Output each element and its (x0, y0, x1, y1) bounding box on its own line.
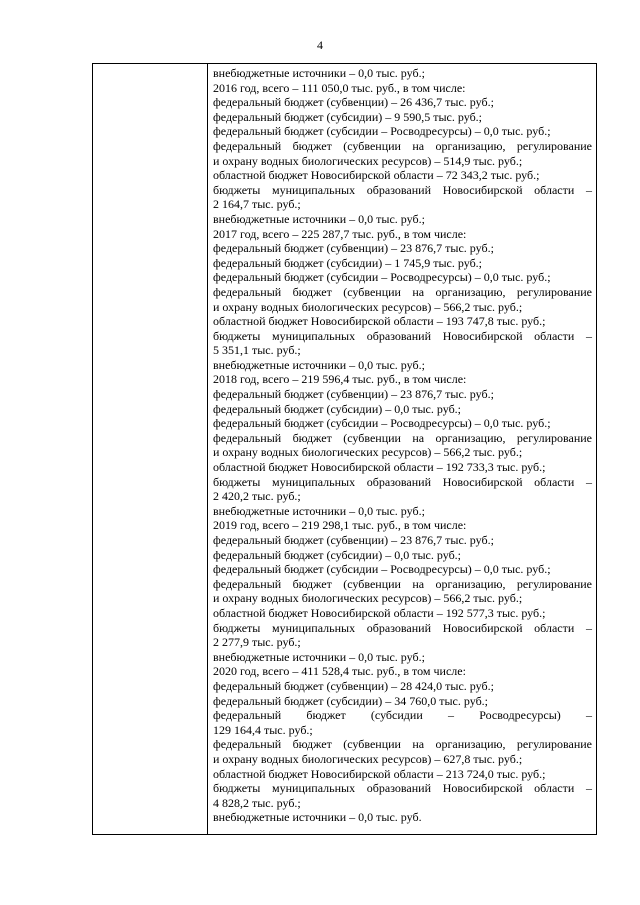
text-line: федеральный бюджет (субсидии – Росводресурсы) – 0,0 тыс. руб.; (213, 416, 551, 431)
text-line: федеральный бюджет (субвенции на организацию, регулирование (213, 737, 592, 752)
text-line: 2020 год, всего – 411 528,4 тыс. руб., в том числе: (213, 664, 466, 679)
text-line: федеральный бюджет (субсидии) – 0,0 тыс. руб.; (213, 401, 462, 416)
text-line: внебюджетные источники – 0,0 тыс. руб.; (213, 503, 425, 518)
page-number: 4 (317, 38, 323, 52)
text-line: и охрану водных биологических ресурсов) – 627,8 тыс. руб.; (213, 751, 523, 766)
text-line: федеральный бюджет (субсидии) – 9 590,5 тыс. руб.; (213, 109, 483, 124)
text-line: внебюджетные источники – 0,0 тыс. руб.; (213, 357, 425, 372)
text-line: 4 828,2 тыс. руб.; (213, 795, 301, 810)
text-line: внебюджетные источники – 0,0 тыс. руб. (213, 810, 422, 825)
text-line: 2016 год, всего – 111 050,0 тыс. руб., в том числе: (213, 80, 466, 95)
text-line: федеральный бюджет (субвенции) – 23 876,7 тыс. руб.; (213, 241, 494, 256)
text-line: внебюджетные источники – 0,0 тыс. руб.; (213, 66, 425, 80)
text-line: и охрану водных биологических ресурсов) – 514,9 тыс. руб.; (213, 153, 523, 168)
text-line: и охрану водных биологических ресурсов) – 566,2 тыс. руб.; (213, 591, 523, 606)
text-line: федеральный бюджет (субвенции) – 23 876,7 тыс. руб.; (213, 533, 494, 547)
text-line: федеральный бюджет (субсидии) – 1 745,9 тыс. руб.; (213, 255, 483, 270)
text-line: бюджеты муниципальных образований Новосибирской области – (213, 781, 592, 796)
text-line: и охрану водных биологических ресурсов) – 566,2 тыс. руб.; (213, 445, 523, 460)
table-content-cell (208, 64, 596, 825)
text-line: бюджеты муниципальных образований Новосибирской области – (213, 328, 592, 343)
text-line: областной бюджет Новосибирской области – 72 343,2 тыс. руб.; (213, 168, 540, 183)
text-line: федеральный бюджет (субвенции на организацию, регулирование (213, 430, 592, 445)
text-line: 2018 год, всего – 219 596,4 тыс. руб., в том числе: (213, 372, 467, 387)
text-line: областной бюджет Новосибирской области – 213 724,0 тыс. руб.; (213, 766, 546, 781)
text-line: внебюджетные источники – 0,0 тыс. руб.; (213, 211, 425, 226)
text-line: 5 351,1 тыс. руб.; (213, 343, 301, 358)
text-line: внебюджетные источники – 0,0 тыс. руб.; (213, 649, 425, 664)
text-line: федеральный бюджет (субсидии – Росводресурсы) – 0,0 тыс. руб.; (213, 562, 551, 577)
text-line: федеральный бюджет (субвенции на организацию, регулирование (213, 284, 592, 299)
table-label-cell (93, 64, 208, 834)
text-line: федеральный бюджет (субвенции) – 23 876,7 тыс. руб.; (213, 387, 494, 402)
funding-table (92, 63, 597, 835)
text-line: федеральный бюджет (субвенции) – 28 424,0 тыс. руб.; (213, 678, 494, 693)
text-line: федеральный бюджет (субсидии – Росводресурсы) – 0,0 тыс. руб.; (213, 270, 551, 285)
text-line: федеральный бюджет (субвенции на организацию, регулирование (213, 138, 592, 153)
text-line: областной бюджет Новосибирской области – 192 577,3 тыс. руб.; (213, 605, 546, 620)
text-line: федеральный бюджет (субвенции) – 26 436,7 тыс. руб.; (213, 95, 494, 110)
text-line: 2017 год, всего – 225 287,7 тыс. руб., в том числе: (213, 226, 467, 241)
text-line: 2 164,7 тыс. руб.; (213, 197, 301, 212)
text-line: федеральный бюджет (субсидии) – 34 760,0 тыс. руб.; (213, 693, 489, 708)
text-line: областной бюджет Новосибирской области – 193 747,8 тыс. руб.; (213, 314, 546, 329)
text-line: федеральный бюджет (субсидии – Росводресурсы) – 0,0 тыс. руб.; (213, 124, 551, 139)
text-line: бюджеты муниципальных образований Новосибирской области – (213, 620, 592, 635)
text-line: федеральный бюджет (субсидии – Росводресурсы) – (213, 708, 592, 723)
text-line: 2019 год, всего – 219 298,1 тыс. руб., в том числе: (213, 518, 467, 533)
text-line: бюджеты муниципальных образований Новосибирской области – (213, 182, 592, 197)
text-line: и охрану водных биологических ресурсов) – 566,2 тыс. руб.; (213, 299, 523, 314)
text-line: бюджеты муниципальных образований Новосибирской области – (213, 474, 592, 489)
text-line: 2 277,9 тыс. руб.; (213, 635, 301, 650)
text-line: 129 164,4 тыс. руб.; (213, 722, 313, 737)
text-line: 2 420,2 тыс. руб.; (213, 489, 301, 504)
text-line: федеральный бюджет (субвенции на организацию, регулирование (213, 576, 592, 591)
text-line: областной бюджет Новосибирской области – 192 733,3 тыс. руб.; (213, 460, 546, 475)
text-line: федеральный бюджет (субсидии) – 0,0 тыс. руб.; (213, 547, 462, 562)
